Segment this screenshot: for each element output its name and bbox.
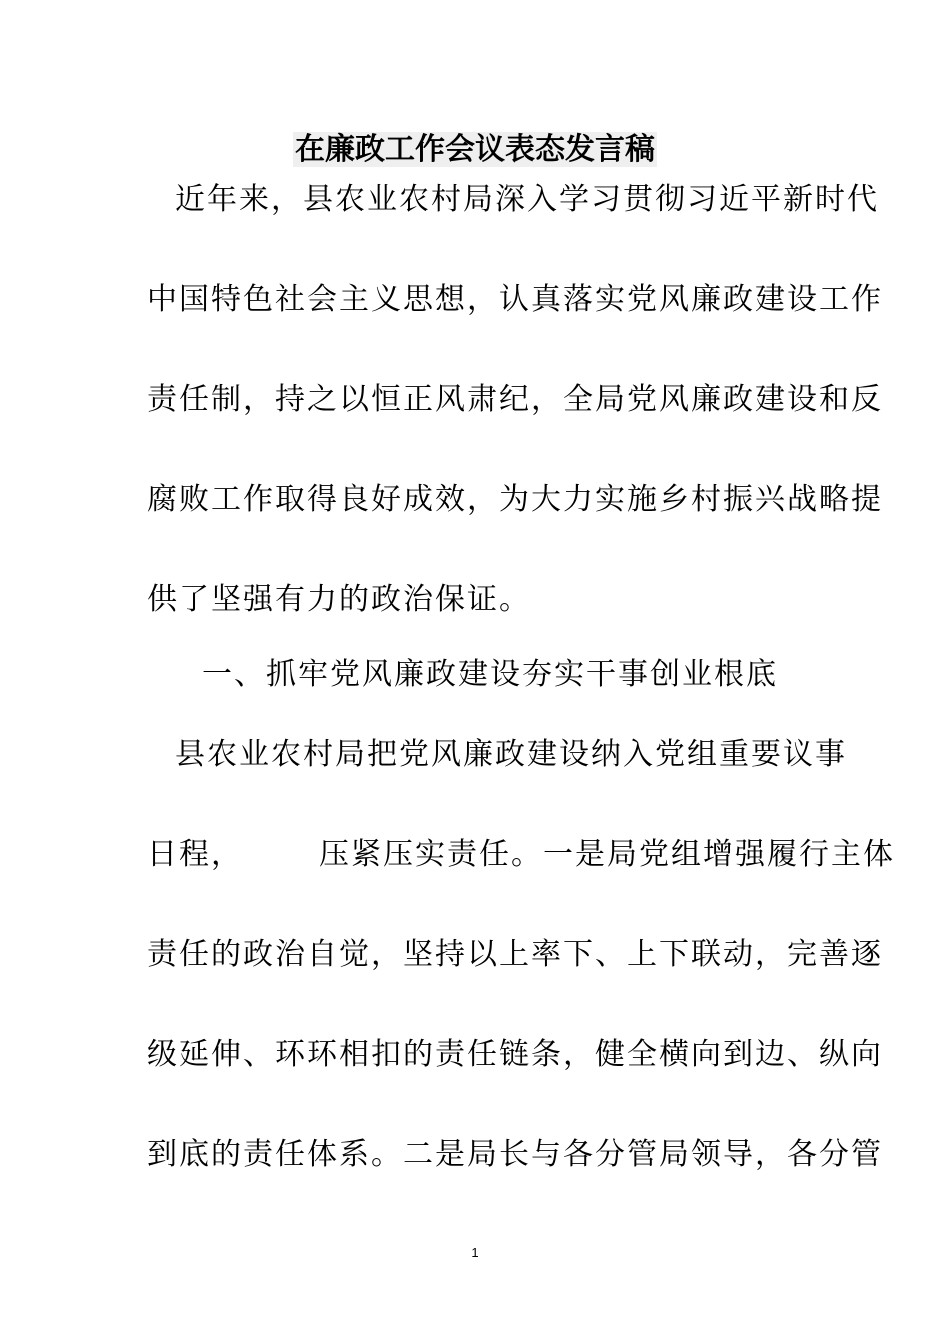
paragraph-line: 县农业农村局把党风廉政建设纳入党组重要议事 bbox=[175, 737, 847, 772]
paragraph-line: 级延伸、环环相扣的责任链条，健全横向到边、纵向 bbox=[147, 1037, 883, 1072]
title-text: 在廉政工作会议表态发言稿 bbox=[295, 132, 655, 167]
line-end-text: 压紧压实责任。一是局党组增强履行主体 bbox=[319, 837, 895, 872]
document-title bbox=[0, 128, 950, 172]
section-heading: 一、抓牢党风廉政建设夯实干事创业根底 bbox=[202, 657, 778, 692]
paragraph-line bbox=[147, 835, 895, 875]
paragraph-line: 近年来，县农业农村局深入学习贯彻习近平新时代 bbox=[175, 182, 879, 217]
line-start-text: 日程， bbox=[147, 837, 243, 872]
paragraph-line: 到底的责任体系。二是局长与各分管局领导，各分管 bbox=[147, 1137, 883, 1172]
paragraph-line: 腐败工作取得良好成效，为大力实施乡村振兴战略提 bbox=[147, 482, 883, 517]
page-number: 1 bbox=[471, 1245, 479, 1260]
paragraph-line: 责任的政治自觉，坚持以上率下、上下联动，完善逐 bbox=[147, 937, 883, 972]
paragraph-line: 供了坚强有力的政治保证。 bbox=[147, 582, 531, 617]
paragraph-line: 中国特色社会主义思想，认真落实党风廉政建设工作 bbox=[147, 282, 883, 317]
paragraph-line: 责任制，持之以恒正风肃纪，全局党风廉政建设和反 bbox=[147, 382, 883, 417]
